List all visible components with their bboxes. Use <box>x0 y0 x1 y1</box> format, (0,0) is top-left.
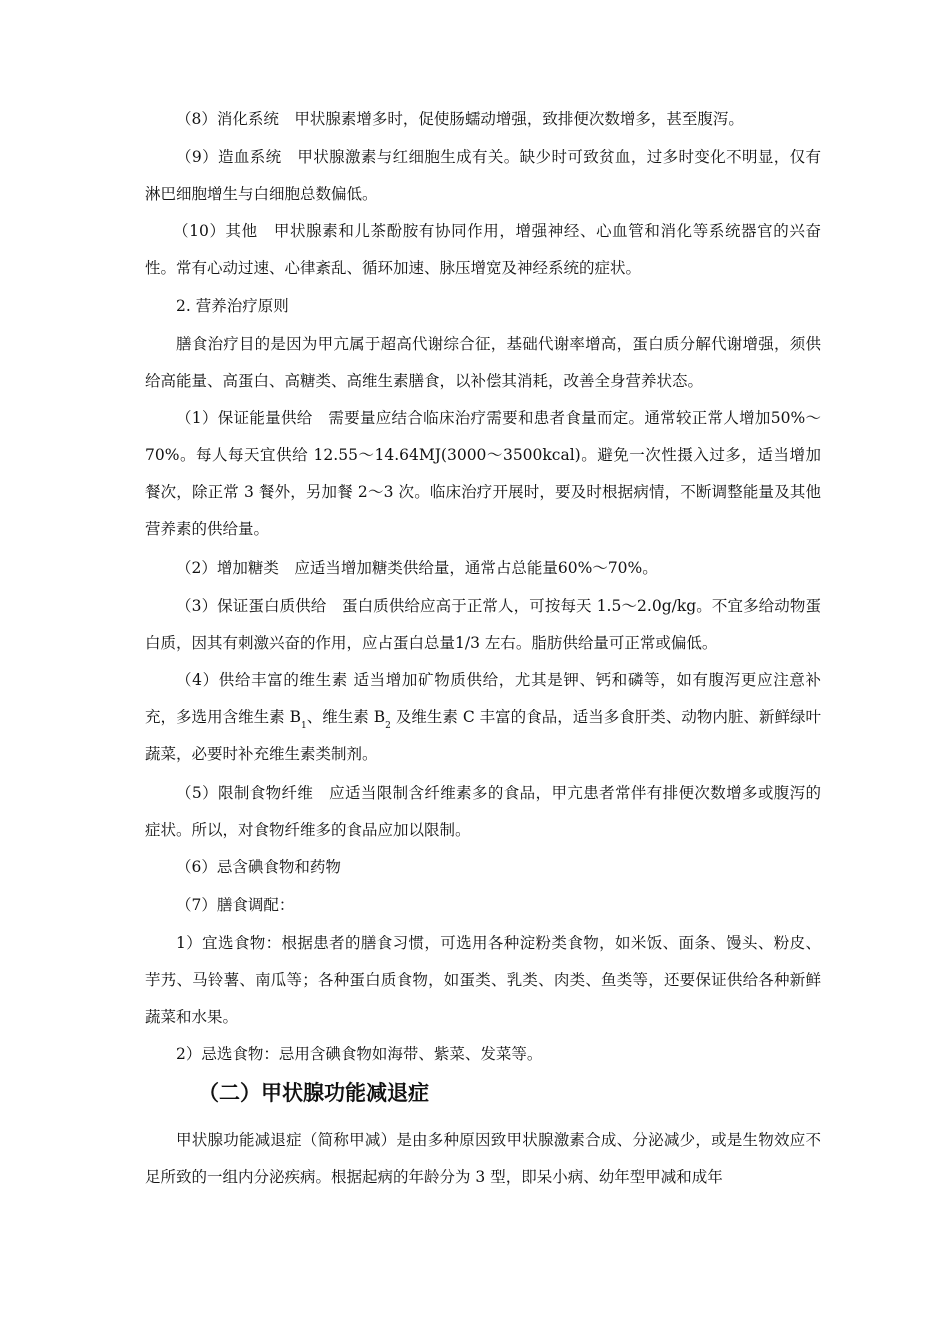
paragraph-hematopoietic-system: （9）造血系统 甲状腺激素与红细胞生成有关。缺少时可致贫血，过多时变化不明显，仅有淋巴细胞增生与白细胞总数偏低。 <box>145 148 821 203</box>
vitamins-text-1: （4）供给丰富的维生素 适当增加矿物质供给，尤其是钾、钙和磷等，如有腹泻更应注意补充，多选用含维生素 B <box>145 671 821 726</box>
vitamin-b2-subscript: 2 <box>385 721 391 731</box>
paragraph-protein: （3）保证蛋白质供给 蛋白质供给应高于正常人，可按每天 1.5～2.0g/kg。不宜多给动物蛋白质，因其有刺激兴奋的作用，应占蛋白总量1/3 左右。脂肪供给量可正常或偏低。 <box>145 597 821 652</box>
vitamins-text-3: 及维生素 C 丰富的食品，适当多食肝类、动物内脏、新鲜绿叶蔬菜，必要时补充维生素类制剂。 <box>145 708 821 763</box>
paragraph-avoid-foods: 2）忌选食物：忌用含碘食物如海带、紫菜、发菜等。 <box>176 1045 543 1063</box>
paragraph-hypothyroidism-intro: 甲状腺功能减退症（简称甲减）是由多种原因致甲状腺激素合成、分泌减少，或是生物效应不足所致的一组内分泌疾病。根据起病的年龄分为 3 型，即呆小病、幼年型甲减和成年 <box>145 1131 821 1186</box>
paragraph-carbohydrates: （2）增加糖类 应适当增加糖类供给量，通常占总能量60%～70%。 <box>176 559 658 577</box>
paragraph-fiber: （5）限制食物纤维 应适当限制含纤维素多的食品，甲亢患者常伴有排便次数增多或腹泻的症状。所以，对食物纤维多的食品应加以限制。 <box>145 784 821 839</box>
paragraph-digestive-system: （8）消化系统 甲状腺素增多时，促使肠蠕动增强，致排便次数增多，甚至腹泻。 <box>176 110 744 128</box>
vitamins-text-2: 、维生素 B <box>306 708 386 726</box>
paragraph-vitamins <box>145 662 821 773</box>
paragraph-diet-goal: 膳食治疗目的是因为甲亢属于超高代谢综合征，基础代谢率增高，蛋白质分解代谢增强，须供给高能量、高蛋白、高糖类、高维生素膳食，以补偿其消耗，改善全身营养状态。 <box>145 335 821 390</box>
vitamin-b1-subscript: 1 <box>300 721 307 731</box>
paragraph-iodine: （6）忌含碘食物和药物 <box>176 858 341 876</box>
paragraph-energy-supply: （1）保证能量供给 需要量应结合临床治疗需要和患者食量而定。通常较正常人增加50%～70%。每人每天宜供给 12.55～14.64MJ(3000～3500kcal)。避免一次性摄入过多，适当增加餐次，除正常 3 餐外，另加餐 2～3 次。临床治疗开展时，要及时根据病情，不断调整能量及其他营养素的供给量。 <box>145 409 821 538</box>
paragraph-other: （10）其他 甲状腺素和儿茶酚胺有协同作用，增强神经、心血管和消化等系统器官的兴奋性。常有心动过速、心律紊乱、循环加速、脉压增宽及神经系统的症状。 <box>145 222 821 277</box>
paragraph-diet-arrangement: （7）膳食调配： <box>176 896 295 914</box>
section-nutrition-principles: 2. 营养治疗原则 <box>176 297 289 315</box>
paragraph-recommended-foods: 1）宜选食物：根据患者的膳食习惯，可选用各种淀粉类食物，如米饭、面条、馒头、粉皮、芋艿、马铃薯、南瓜等；各种蛋白质食物，如蛋类、乳类、肉类、鱼类等，还要保证供给各种新鲜蔬菜和水果。 <box>145 934 821 1026</box>
heading-hypothyroidism: （二）甲状腺功能减退症 <box>198 1081 429 1105</box>
